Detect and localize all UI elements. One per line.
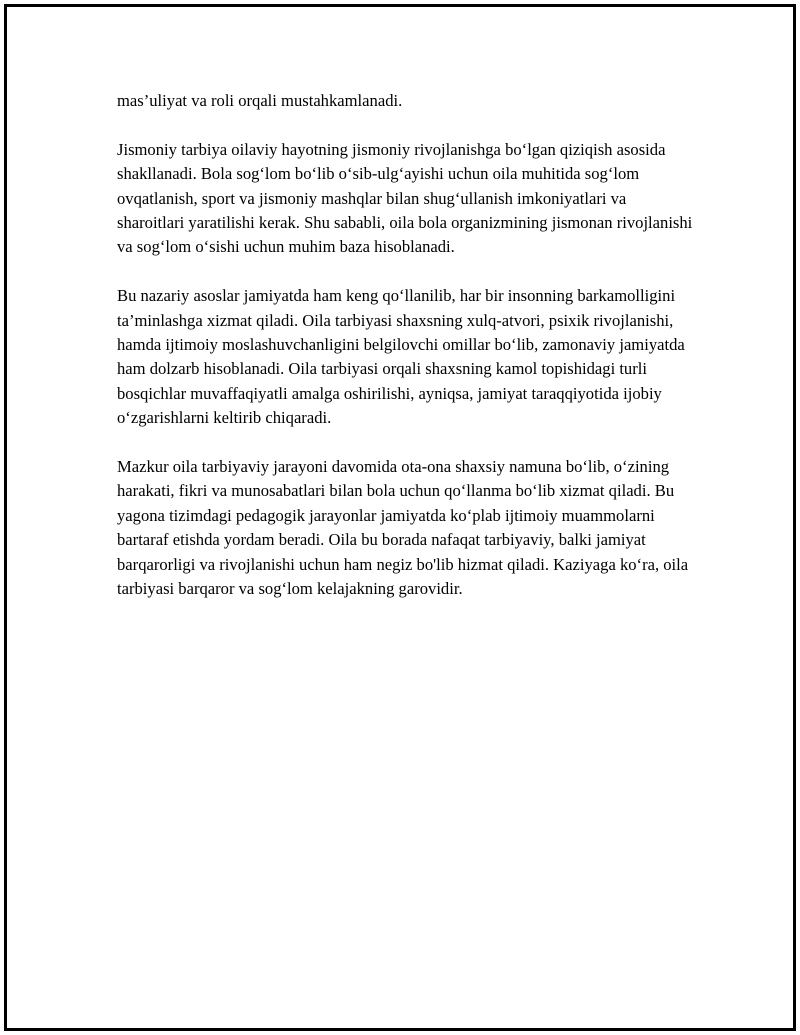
paragraph-2: Jismoniy tarbiya oilaviy hayotning jismoniy rivojlanishga bo‘lgan qiziqish asosida shakllanadi. Bola sog‘lom bo‘lib o‘sib-ulg‘ayishi uchun oila muhitida sog‘lom ovqatlanish, sport va jismoniy mashqlar bilan shug‘ullanish imkoniyatlari va sharoitlari yaratilishi kerak. Shu sababli, oila bola organizmining jismonan rivojlanishi va sog‘lom o‘sishi uchun muhim baza hisoblanadi.	[117, 139, 693, 257]
paragraph-1: mas’uliyat va roli orqali mustahkamlanadi.	[117, 91, 403, 110]
paragraph-3: Bu nazariy asoslar jamiyatda ham keng qo‘llanilib, har bir insonning barkamolligini ta’minlashga xizmat qiladi. Oila tarbiyasi shaxsning xulq-atvori, psixik rivojlanishi, hamda ijtimoiy moslashuvchanligini belgilovchi omillar bo‘lib, zamonaviy jamiyatda ham dolzarb hisoblanadi. Oila tarbiyasi orqali shaxsning kamol topishidagi turli bosqichlar muvaffaqiyatli amalga oshirilishi, ayniqsa, jamiyat taraqqiyotida ijobiy o‘zgarishlarni keltirib chiqaradi.	[117, 286, 685, 428]
document-body	[117, 89, 697, 626]
paragraph-4: Mazkur oila tarbiyaviy jarayoni davomida ota-ona shaxsiy namuna bo‘lib, o‘zining harakati, fikri va munosabatlari bilan bola uchun qo‘llanma bo‘lib xizmat qiladi. Bu yagona tizimdagi pedagogik jarayonlar jamiyatda ko‘plab ijtimoiy muammolarni bartaraf etishda yordam beradi. Oila bu borada nafaqat tarbiyaviy, balki jamiyat barqarorligi va rivojlanishi uchun ham negiz bo'lib hizmat qiladi. Kaziyaga ko‘ra, oila tarbiyasi barqaror va sog‘lom kelajakning garovidir.	[117, 457, 689, 599]
